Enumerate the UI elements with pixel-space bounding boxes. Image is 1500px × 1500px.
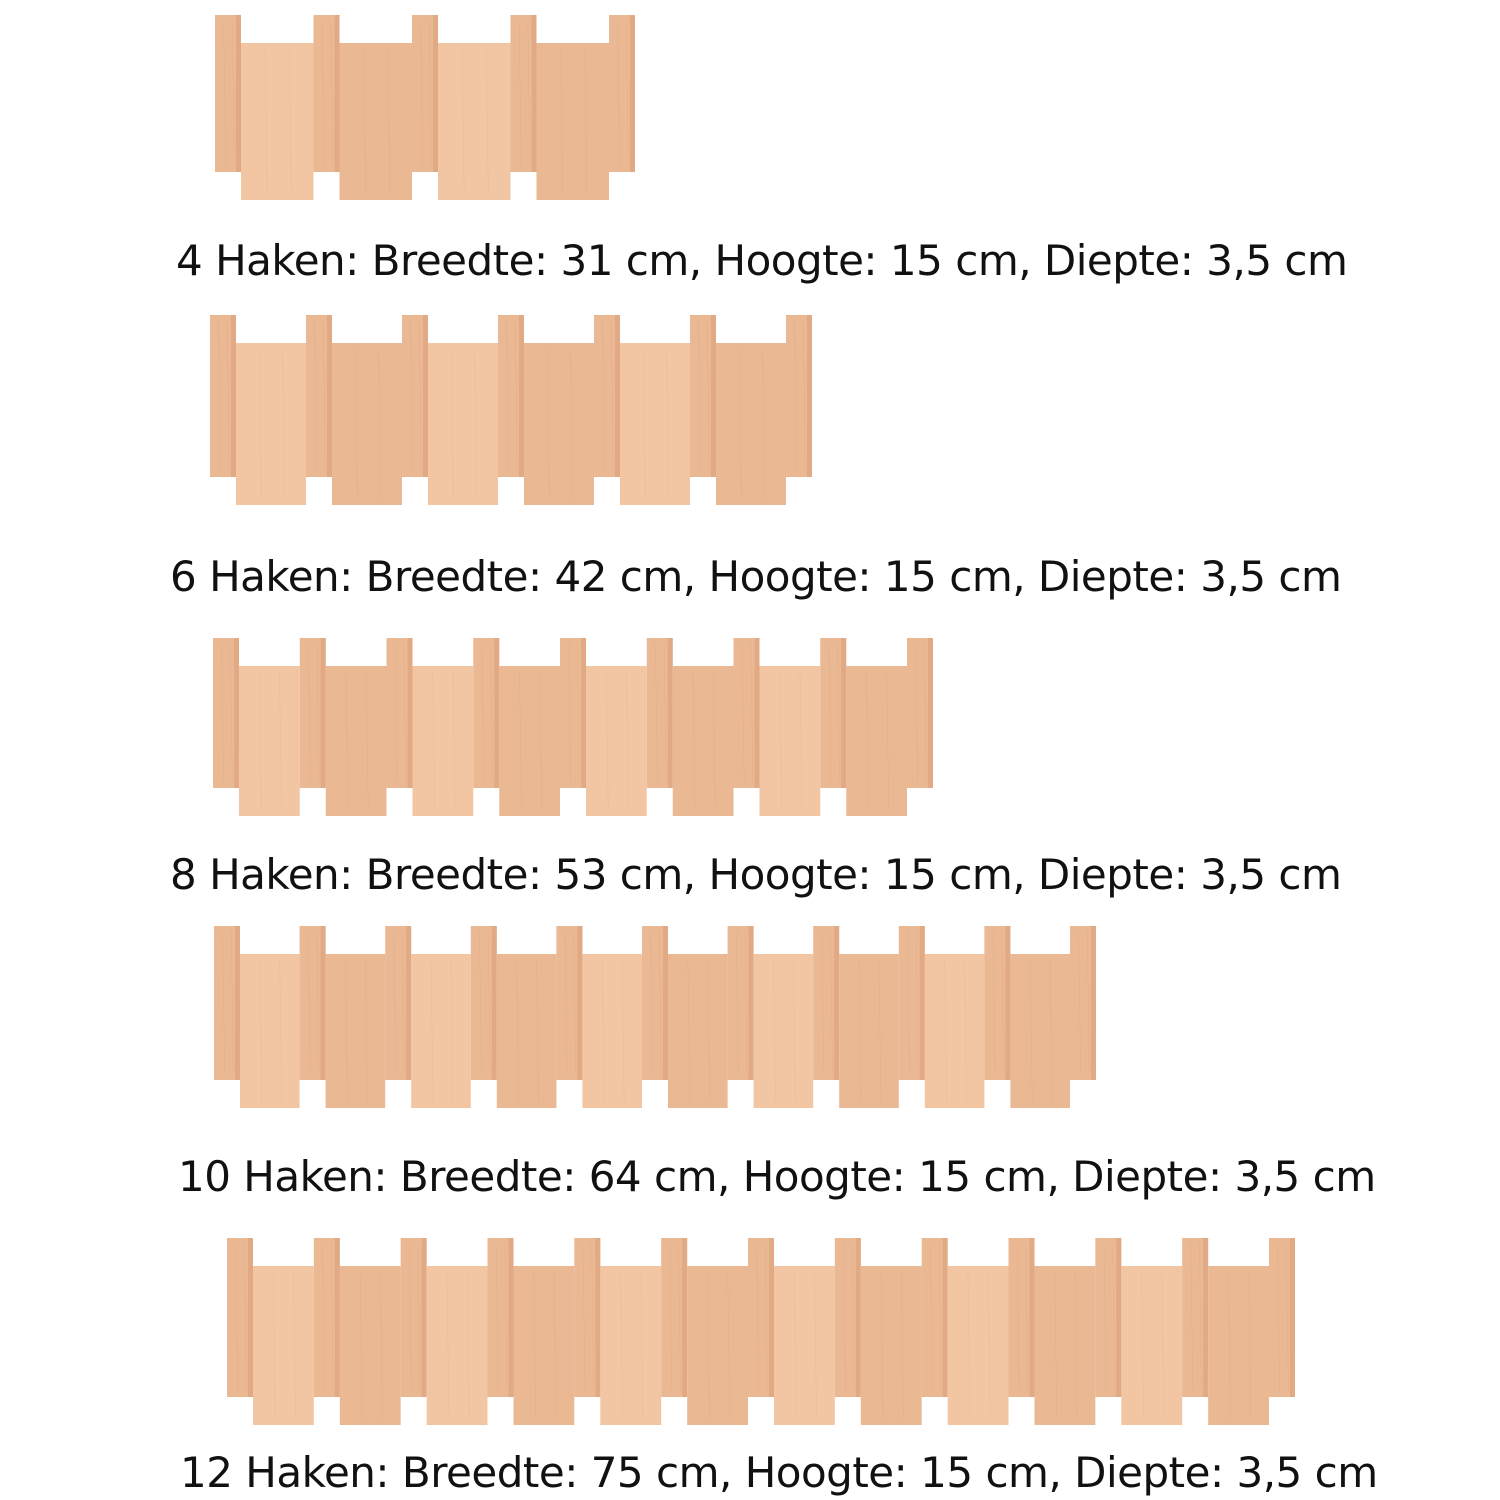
rack-slat-wide	[326, 954, 386, 1108]
rack-slat-narrow	[306, 315, 332, 477]
rack-slat-narrow	[1182, 1238, 1208, 1397]
rack-slat-wide	[1010, 954, 1070, 1108]
rack-slat-wide	[846, 666, 907, 816]
rack-slat-narrow	[387, 638, 413, 788]
rack-slat-narrow	[556, 926, 582, 1080]
rack-slat-narrow	[560, 638, 586, 788]
rack-slat-narrow	[1269, 1238, 1295, 1397]
rack-slat-wide	[1208, 1266, 1269, 1425]
product-caption: 12 Haken: Breedte: 75 cm, Hoogte: 15 cm, Diepte: 3,5 cm	[180, 1448, 1378, 1497]
rack-slat-wide	[438, 43, 511, 200]
rack-slat-narrow	[642, 926, 668, 1080]
rack-slat-wide	[620, 343, 690, 505]
rack-slat-narrow	[1009, 1238, 1035, 1397]
rack-slat-wide	[411, 954, 471, 1108]
product-caption: 8 Haken: Breedte: 53 cm, Hoogte: 15 cm, Diepte: 3,5 cm	[170, 850, 1342, 899]
rack-slat-wide	[925, 954, 985, 1108]
rack-slat-wide	[839, 954, 899, 1108]
rack-slat-narrow	[488, 1238, 514, 1397]
rack-slat-wide	[1121, 1266, 1182, 1425]
rack-slat-wide	[716, 343, 786, 505]
rack-slat-wide	[673, 666, 734, 816]
rack-slat-narrow	[1070, 926, 1096, 1080]
rack-slat-narrow	[820, 638, 846, 788]
rack-slat-wide	[239, 666, 300, 816]
rack-slat-narrow	[690, 315, 716, 477]
rack-slat-narrow	[728, 926, 754, 1080]
rack-slat-narrow	[210, 315, 236, 477]
rack-slat-wide	[413, 666, 474, 816]
product-caption: 6 Haken: Breedte: 42 cm, Hoogte: 15 cm, Diepte: 3,5 cm	[170, 552, 1342, 601]
rack-slat-wide	[340, 43, 413, 200]
rack-slat-wide	[326, 666, 387, 816]
rack-slat-narrow	[412, 15, 438, 172]
rack-slat-narrow	[647, 638, 673, 788]
rack-slat-narrow	[899, 926, 925, 1080]
rack-slat-narrow	[314, 1238, 340, 1397]
rack-slat-narrow	[300, 638, 326, 788]
rack-slat-wide	[340, 1266, 401, 1425]
rack-slat-narrow	[748, 1238, 774, 1397]
rack-slat-narrow	[473, 638, 499, 788]
rack-slat-narrow	[215, 15, 241, 172]
rack-slat-wide	[754, 954, 814, 1108]
coat-rack-image	[213, 638, 933, 816]
rack-slat-narrow	[594, 315, 620, 477]
product-caption: 4 Haken: Breedte: 31 cm, Hoogte: 15 cm, Diepte: 3,5 cm	[176, 236, 1348, 285]
rack-slat-narrow	[813, 926, 839, 1080]
rack-slat-narrow	[786, 315, 812, 477]
rack-slat-wide	[497, 954, 557, 1108]
rack-slat-wide	[514, 1266, 575, 1425]
rack-slat-wide	[600, 1266, 661, 1425]
rack-slat-wide	[668, 954, 728, 1108]
rack-slat-narrow	[300, 926, 326, 1080]
rack-slat-narrow	[471, 926, 497, 1080]
coat-rack-image	[210, 315, 812, 505]
rack-slat-wide	[774, 1266, 835, 1425]
rack-slat-wide	[760, 666, 821, 816]
rack-slat-wide	[427, 1266, 488, 1425]
rack-slat-narrow	[922, 1238, 948, 1397]
rack-slat-wide	[524, 343, 594, 505]
rack-slat-wide	[1035, 1266, 1096, 1425]
rack-slat-narrow	[511, 15, 537, 172]
rack-slat-narrow	[385, 926, 411, 1080]
rack-slat-wide	[499, 666, 560, 816]
rack-slat-narrow	[314, 15, 340, 172]
rack-slat-narrow	[401, 1238, 427, 1397]
rack-slat-narrow	[402, 315, 428, 477]
coat-rack-image	[214, 926, 1096, 1108]
rack-slat-wide	[687, 1266, 748, 1425]
product-caption: 10 Haken: Breedte: 64 cm, Hoogte: 15 cm, Diepte: 3,5 cm	[178, 1152, 1376, 1201]
rack-slat-wide	[253, 1266, 314, 1425]
rack-slat-narrow	[734, 638, 760, 788]
rack-slat-narrow	[227, 1238, 253, 1397]
coat-rack-image	[215, 15, 635, 200]
rack-slat-wide	[241, 43, 314, 200]
rack-slat-narrow	[498, 315, 524, 477]
rack-slat-wide	[236, 343, 306, 505]
rack-slat-wide	[586, 666, 647, 816]
rack-slat-narrow	[609, 15, 635, 172]
coat-rack-image	[227, 1238, 1295, 1425]
rack-slat-wide	[948, 1266, 1009, 1425]
rack-slat-wide	[582, 954, 642, 1108]
rack-slat-narrow	[661, 1238, 687, 1397]
rack-slat-narrow	[214, 926, 240, 1080]
rack-slat-wide	[861, 1266, 922, 1425]
rack-slat-wide	[332, 343, 402, 505]
rack-slat-wide	[240, 954, 300, 1108]
rack-slat-wide	[428, 343, 498, 505]
rack-slat-narrow	[984, 926, 1010, 1080]
rack-slat-narrow	[1095, 1238, 1121, 1397]
rack-slat-wide	[537, 43, 610, 200]
rack-slat-narrow	[213, 638, 239, 788]
rack-slat-narrow	[835, 1238, 861, 1397]
rack-slat-narrow	[574, 1238, 600, 1397]
rack-slat-narrow	[907, 638, 933, 788]
